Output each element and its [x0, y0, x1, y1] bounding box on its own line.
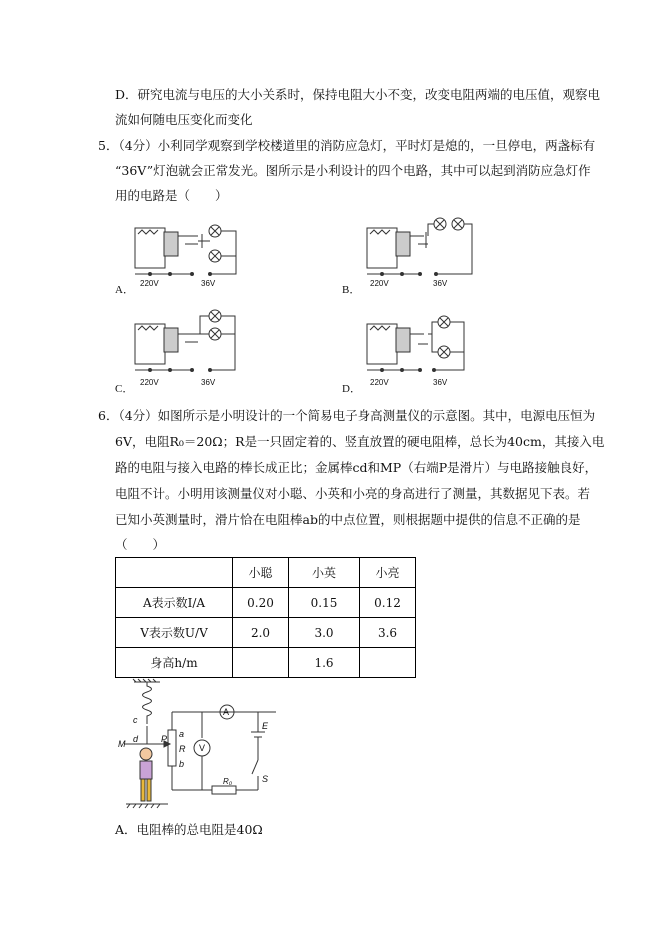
q6-option-a[interactable]: A．电阻棒的总电阻是40Ω [115, 822, 263, 837]
table-header-xiaoying: 小英 [289, 558, 360, 588]
table-row [116, 618, 416, 648]
q4-option-d-line2: 流如何随电压变化而变化 [115, 112, 253, 127]
table-cell: 3.0 [289, 618, 360, 648]
q4-option-d-line1: D．研究电流与电压的大小关系时，保持电阻大小不变，改变电阻两端的电压值，观察电 [115, 87, 601, 102]
q6-stem-line2: 6V，电阻R₀＝20Ω；R是一只固定着的、竖直放置的硬电阻棒，总长为40cm，其接入电 [115, 434, 605, 449]
voltmeter-label: V [199, 743, 206, 753]
table-cell: 2.0 [233, 618, 289, 648]
circuit-diagram-a [130, 214, 250, 284]
label-c: c [133, 715, 138, 725]
voltage-label-220v: 220V [370, 279, 389, 288]
option-label: C． [115, 383, 134, 395]
table-row [116, 648, 416, 678]
table-cell: 0.20 [233, 588, 289, 618]
battery-label-e: E [262, 721, 269, 731]
voltage-label-36v: 36V [201, 378, 216, 387]
label-d: d [133, 734, 139, 744]
table-header-xiaocong: 小聪 [233, 558, 289, 588]
label-a: a [179, 729, 185, 739]
table-cell [360, 648, 416, 678]
resistor-label-r0: R₀ [223, 777, 233, 786]
table-row-label: 身高h/m [116, 648, 233, 678]
option-label: B． [342, 284, 361, 296]
table-header-xiaoliang: 小亮 [360, 558, 416, 588]
q5-stem-line3: 用的电路是（ ） [115, 188, 228, 203]
label-m: M [118, 739, 126, 749]
table-header-row [116, 558, 416, 588]
ammeter-label: A [223, 707, 230, 717]
table-row [116, 588, 416, 618]
voltage-label-220v: 220V [370, 378, 389, 387]
label-p: P [161, 734, 168, 744]
q5-stem-line1: 5．（4分）小利同学观察到学校楼道里的消防应急灯，平时灯是熄的，一旦停电，两盏标有 [98, 138, 596, 153]
circuit-diagram-d [362, 310, 482, 380]
table-cell [116, 558, 233, 588]
table-cell: 3.6 [360, 618, 416, 648]
table-cell: 0.15 [289, 588, 360, 618]
q6-stem-line3: 路的电阻与接入电路的棒长成正比；金属棒cd和MP（右端P是滑片）与电路接触良好， [115, 460, 598, 475]
label-b: b [179, 759, 185, 769]
q6-stem-line4: 电阻不计。小明用该测量仪对小聪、小英和小亮的身高进行了测量，其数据见下表。若 [115, 486, 591, 501]
table-cell: 1.6 [289, 648, 360, 678]
option-label: A． [115, 284, 134, 296]
table-cell [233, 648, 289, 678]
label-r: R [179, 744, 186, 754]
option-label: D． [342, 383, 361, 395]
voltage-label-220v: 220V [140, 378, 159, 387]
q6-stem-line6: （ ） [115, 537, 166, 552]
measurement-table [115, 557, 416, 678]
circuit-diagram-b [362, 214, 482, 284]
switch-label-s: S [262, 774, 269, 784]
circuit-diagram-c [130, 310, 250, 380]
voltage-label-36v: 36V [433, 279, 448, 288]
table-cell: 0.12 [360, 588, 416, 618]
q6-stem-line1: 6．（4分）如图所示是小明设计的一个简易电子身高测量仪的示意图。其中，电源电压恒为 [98, 408, 596, 423]
voltage-label-36v: 36V [201, 279, 216, 288]
voltage-label-220v: 220V [140, 279, 159, 288]
voltage-label-36v: 36V [433, 378, 448, 387]
table-row-label: A表示数I/A [116, 588, 233, 618]
height-meter-circuit [112, 678, 272, 813]
q5-stem-line2: “36V”灯泡就会正常发光。图所示是小利设计的四个电路，其中可以起到消防应急灯作 [115, 163, 591, 178]
table-row-label: V表示数U/V [116, 618, 233, 648]
q6-stem-line5: 已知小英测量时，滑片恰在电阻棒ab的中点位置，则根据题中提供的信息不正确的是 [115, 512, 581, 527]
